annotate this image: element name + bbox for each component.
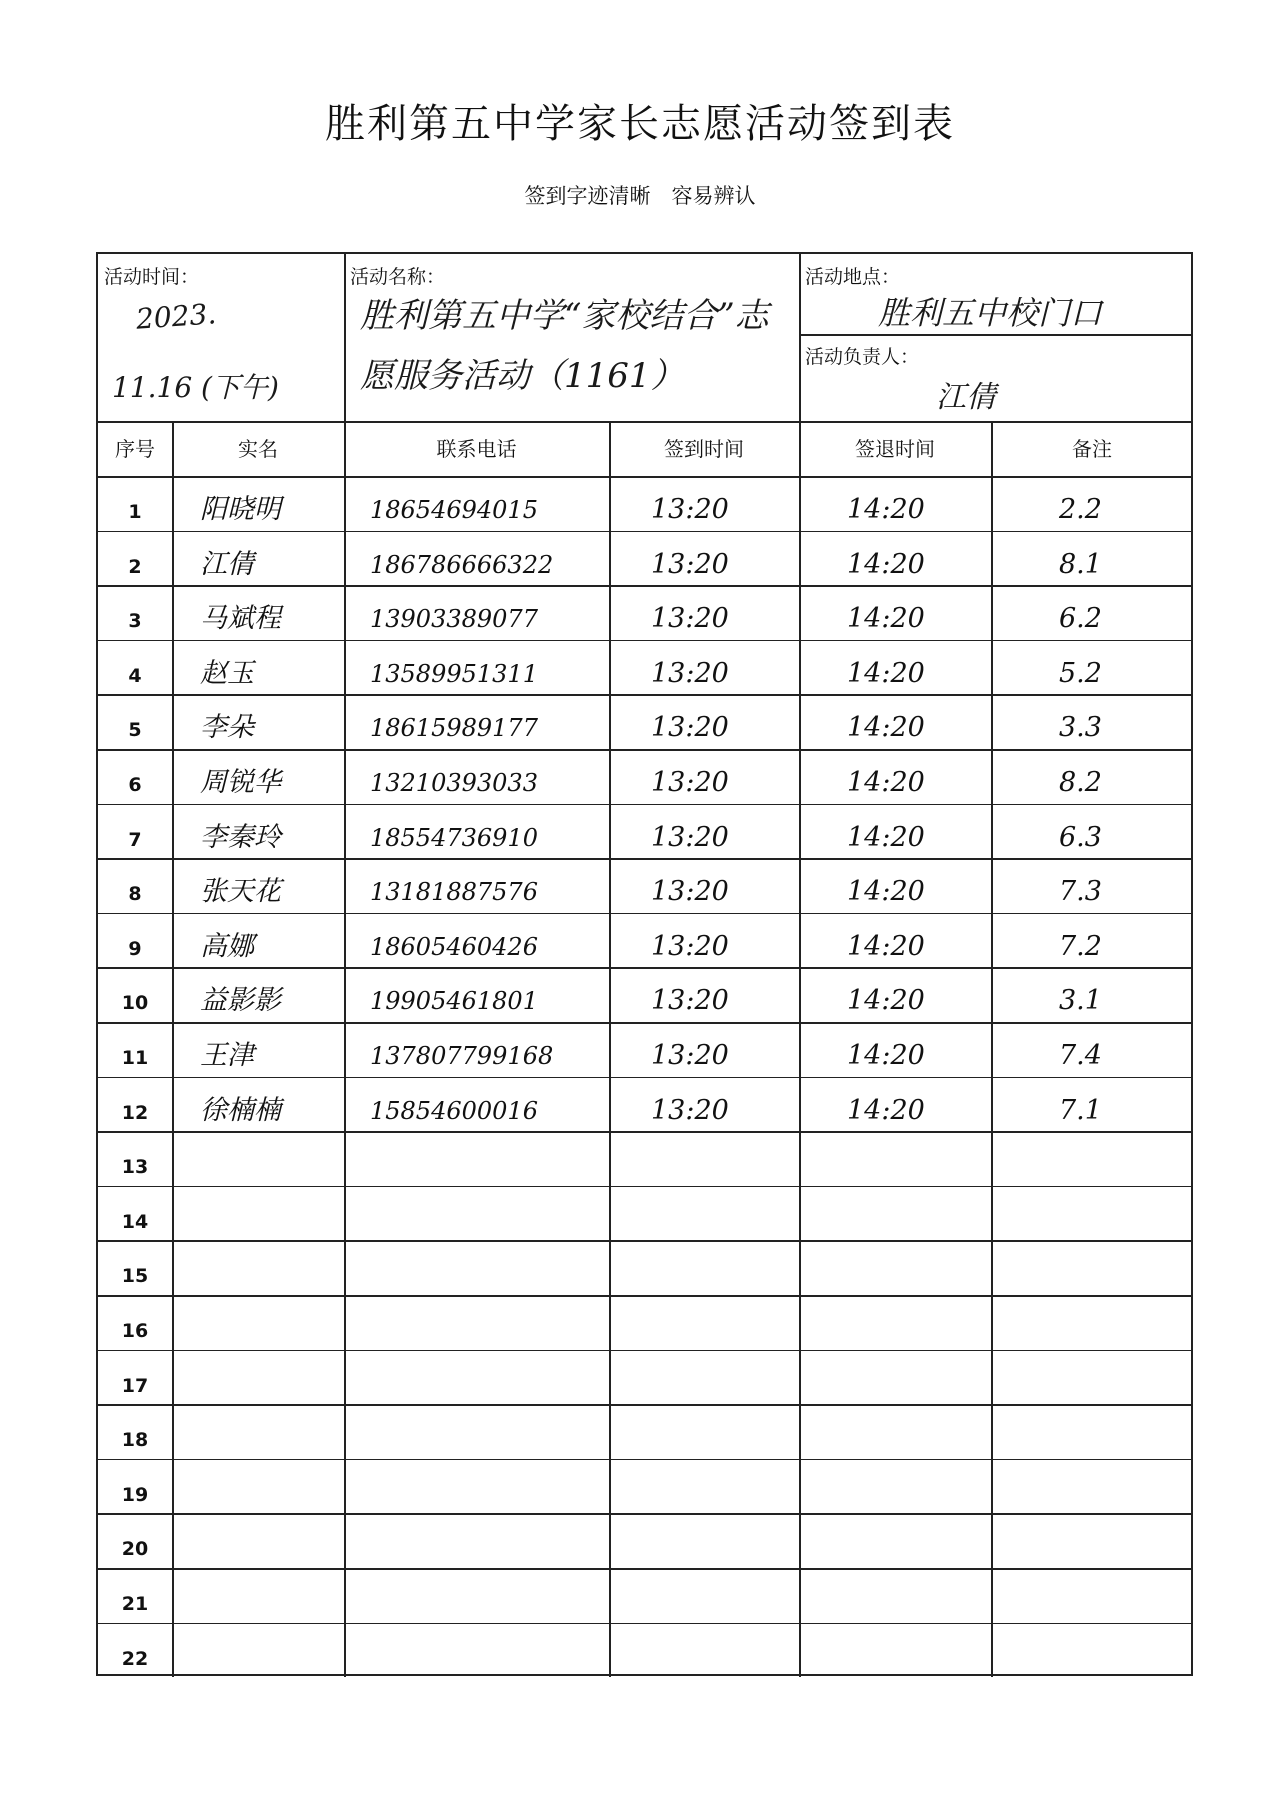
signout-time <box>835 1350 991 1405</box>
remark: 7.2 <box>1059 930 1102 962</box>
remark <box>1047 1186 1193 1241</box>
table-row <box>98 1459 1193 1514</box>
row-number: 9 <box>128 937 142 960</box>
remark: 7.3 <box>1059 876 1102 908</box>
signin-time <box>639 1186 799 1241</box>
signer-phone: 19905461801 <box>370 987 538 1016</box>
col-head-number: 序号 <box>115 437 155 461</box>
signout-time <box>835 1513 991 1568</box>
header-divider <box>799 334 1193 336</box>
table-row <box>98 1022 1193 1077</box>
table-row <box>98 694 1193 749</box>
signout-time <box>835 1131 991 1186</box>
signout-time: 14:20 <box>847 657 925 689</box>
activity-time-year: 2023. <box>134 297 218 336</box>
signer-phone: 18615989177 <box>370 714 538 743</box>
table-row <box>98 1568 1193 1623</box>
table-row <box>98 1295 1193 1350</box>
signin-time <box>639 1568 799 1623</box>
signout-time: 14:20 <box>847 821 925 853</box>
signout-time <box>835 1186 991 1241</box>
col-head-signout: 签退时间 <box>855 437 935 461</box>
signin-time <box>639 1404 799 1459</box>
signin-time: 13:20 <box>651 657 729 689</box>
signer-name <box>188 1186 344 1241</box>
remark: 8.2 <box>1059 767 1102 798</box>
signin-time: 13:20 <box>651 712 729 744</box>
table-row <box>98 913 1193 968</box>
signer-phone <box>358 1459 609 1514</box>
signin-time: 13:20 <box>651 767 729 798</box>
remark <box>1047 1568 1193 1623</box>
signer-name <box>188 1513 344 1568</box>
signout-time: 14:20 <box>847 985 925 1017</box>
signer-phone <box>358 1623 609 1678</box>
row-number: 7 <box>128 828 142 851</box>
signer-phone <box>358 1186 609 1241</box>
signer-name: 阳晓明 <box>200 494 281 525</box>
row-number: 6 <box>128 774 142 796</box>
col-head-phone: 联系电话 <box>436 437 517 461</box>
header-divider <box>344 254 346 422</box>
signer-name: 赵玉 <box>200 657 254 689</box>
remark <box>1047 1459 1193 1514</box>
signer-name <box>188 1240 344 1295</box>
signer-phone: 18605460426 <box>370 932 538 961</box>
signin-time: 13:20 <box>651 548 729 580</box>
activity-place-value: 胜利五中校门口 <box>878 294 1103 332</box>
remark: 7.4 <box>1059 1040 1102 1071</box>
table-row <box>98 476 1193 531</box>
activity-time-label: 活动时间： <box>104 266 200 288</box>
signout-time <box>835 1623 991 1678</box>
signin-time: 13:20 <box>651 876 729 908</box>
signout-time: 14:20 <box>847 767 925 798</box>
remark <box>1047 1623 1193 1678</box>
remark: 6.2 <box>1059 603 1102 635</box>
row-number: 14 <box>121 1210 149 1233</box>
signer-phone <box>358 1350 609 1405</box>
row-number: 11 <box>121 1047 149 1069</box>
signout-time <box>835 1295 991 1350</box>
signout-time: 14:20 <box>847 1094 925 1126</box>
signout-time: 14:20 <box>847 712 925 744</box>
signin-sheet <box>96 252 1193 1676</box>
row-number: 16 <box>121 1320 149 1342</box>
row-number: 20 <box>121 1538 149 1561</box>
row-number: 19 <box>121 1483 149 1506</box>
signer-name: 高娜 <box>200 930 254 962</box>
row-number: 18 <box>121 1429 149 1452</box>
remark <box>1047 1350 1193 1405</box>
row-number: 5 <box>128 719 142 742</box>
row-number: 4 <box>128 664 142 687</box>
table-row <box>98 749 1193 804</box>
remark: 5.2 <box>1059 657 1102 689</box>
signin-time <box>639 1623 799 1678</box>
signer-name: 王津 <box>200 1040 254 1071</box>
remark <box>1047 1513 1193 1568</box>
signin-time <box>639 1459 799 1514</box>
activity-place-label: 活动地点： <box>805 266 901 288</box>
row-number: 21 <box>121 1593 149 1615</box>
signer-phone <box>358 1295 609 1350</box>
signer-name <box>188 1404 344 1459</box>
activity-name-label: 活动名称： <box>350 266 446 288</box>
signer-phone: 13181887576 <box>370 878 538 907</box>
signer-name: 江倩 <box>200 548 254 580</box>
signout-time <box>835 1568 991 1623</box>
remark: 3.3 <box>1059 712 1102 744</box>
col-head-name: 实名 <box>238 437 278 461</box>
signer-phone: 13589951311 <box>370 659 538 688</box>
row-number: 15 <box>121 1265 149 1288</box>
signer-name <box>188 1295 344 1350</box>
table-row <box>98 1186 1193 1241</box>
signin-time: 13:20 <box>651 985 729 1017</box>
remark: 3.1 <box>1059 985 1102 1017</box>
signin-time: 13:20 <box>651 930 729 962</box>
col-head-remark: 备注 <box>1072 437 1112 461</box>
activity-name-value: 胜利第五中学“家校结合”志愿服务活动（1161） <box>360 296 769 396</box>
signer-phone <box>358 1513 609 1568</box>
signer-name <box>188 1350 344 1405</box>
signer-name: 徐楠楠 <box>200 1094 281 1126</box>
page-title: 胜利第五中学家长志愿活动签到表 <box>325 101 955 147</box>
activity-leader-label: 活动负责人： <box>805 346 920 368</box>
remark <box>1047 1240 1193 1295</box>
signer-name: 李朵 <box>200 712 254 744</box>
table-row <box>98 858 1193 913</box>
remark: 7.1 <box>1059 1094 1102 1126</box>
signin-time: 13:20 <box>651 494 729 525</box>
row-number: 2 <box>128 555 142 578</box>
signout-time: 14:20 <box>847 1040 925 1071</box>
signer-name: 张天花 <box>200 876 281 908</box>
remark <box>1047 1295 1193 1350</box>
row-number: 8 <box>128 883 142 906</box>
signer-name <box>188 1131 344 1186</box>
signer-name: 马斌程 <box>200 603 281 635</box>
signout-time: 14:20 <box>847 876 925 908</box>
signer-name: 周锐华 <box>200 767 281 798</box>
row-number: 12 <box>121 1101 149 1124</box>
col-head-signin: 签到时间 <box>664 437 744 461</box>
signer-phone: 137807799168 <box>370 1042 554 1070</box>
signer-name: 李秦玲 <box>200 821 281 853</box>
table-row <box>98 967 1193 1022</box>
signer-phone: 15854600016 <box>370 1096 538 1125</box>
signer-phone: 186786666322 <box>370 550 554 579</box>
remark: 8.1 <box>1059 548 1102 580</box>
table-row <box>98 1240 1193 1295</box>
signout-time: 14:20 <box>847 494 925 525</box>
signer-phone <box>358 1568 609 1623</box>
signer-phone: 13903389077 <box>370 605 538 634</box>
table-row <box>98 1404 1193 1459</box>
signer-phone <box>358 1240 609 1295</box>
signer-name <box>188 1459 344 1514</box>
signer-phone: 18654694015 <box>370 496 538 524</box>
header-divider <box>799 254 801 422</box>
signer-name: 益影影 <box>200 985 281 1017</box>
signin-time: 13:20 <box>651 603 729 635</box>
remark: 6.3 <box>1059 821 1102 853</box>
signout-time: 14:20 <box>847 930 925 962</box>
table-row <box>98 1513 1193 1568</box>
remark <box>1047 1404 1193 1459</box>
signer-name <box>188 1568 344 1623</box>
signout-time <box>835 1404 991 1459</box>
signout-time: 14:20 <box>847 548 925 580</box>
signin-time: 13:20 <box>651 1040 729 1071</box>
activity-time-date: 11.16 (下午) <box>112 371 279 404</box>
row-number: 3 <box>128 610 142 633</box>
signer-phone: 18554736910 <box>370 823 538 852</box>
row-number: 10 <box>121 992 149 1015</box>
signer-name <box>188 1623 344 1678</box>
signin-time <box>639 1131 799 1186</box>
table-row <box>98 804 1193 859</box>
signout-time <box>835 1459 991 1514</box>
signer-phone <box>358 1404 609 1459</box>
signout-time <box>835 1240 991 1295</box>
signin-time: 13:20 <box>651 1094 729 1126</box>
signin-time <box>639 1350 799 1405</box>
row-number: 13 <box>121 1156 149 1179</box>
row-number: 22 <box>121 1647 149 1670</box>
table-row <box>98 1623 1193 1678</box>
table-row <box>98 585 1193 640</box>
table-row <box>98 1350 1193 1405</box>
row-number: 1 <box>128 501 142 523</box>
signin-time <box>639 1240 799 1295</box>
table-row <box>98 1131 1193 1186</box>
table-row <box>98 1077 1193 1132</box>
activity-leader-value: 江倩 <box>936 380 996 415</box>
signout-time: 14:20 <box>847 603 925 635</box>
table-row <box>98 640 1193 695</box>
page-subtitle: 签到字迹清晰 容易辨认 <box>524 184 756 208</box>
signin-time <box>639 1513 799 1568</box>
table-row <box>98 531 1193 586</box>
row-number: 17 <box>121 1374 149 1397</box>
signin-time: 13:20 <box>651 821 729 853</box>
signin-time <box>639 1295 799 1350</box>
remark: 2.2 <box>1059 494 1102 525</box>
signer-phone: 13210393033 <box>370 769 538 797</box>
signer-phone <box>358 1131 609 1186</box>
remark <box>1047 1131 1193 1186</box>
